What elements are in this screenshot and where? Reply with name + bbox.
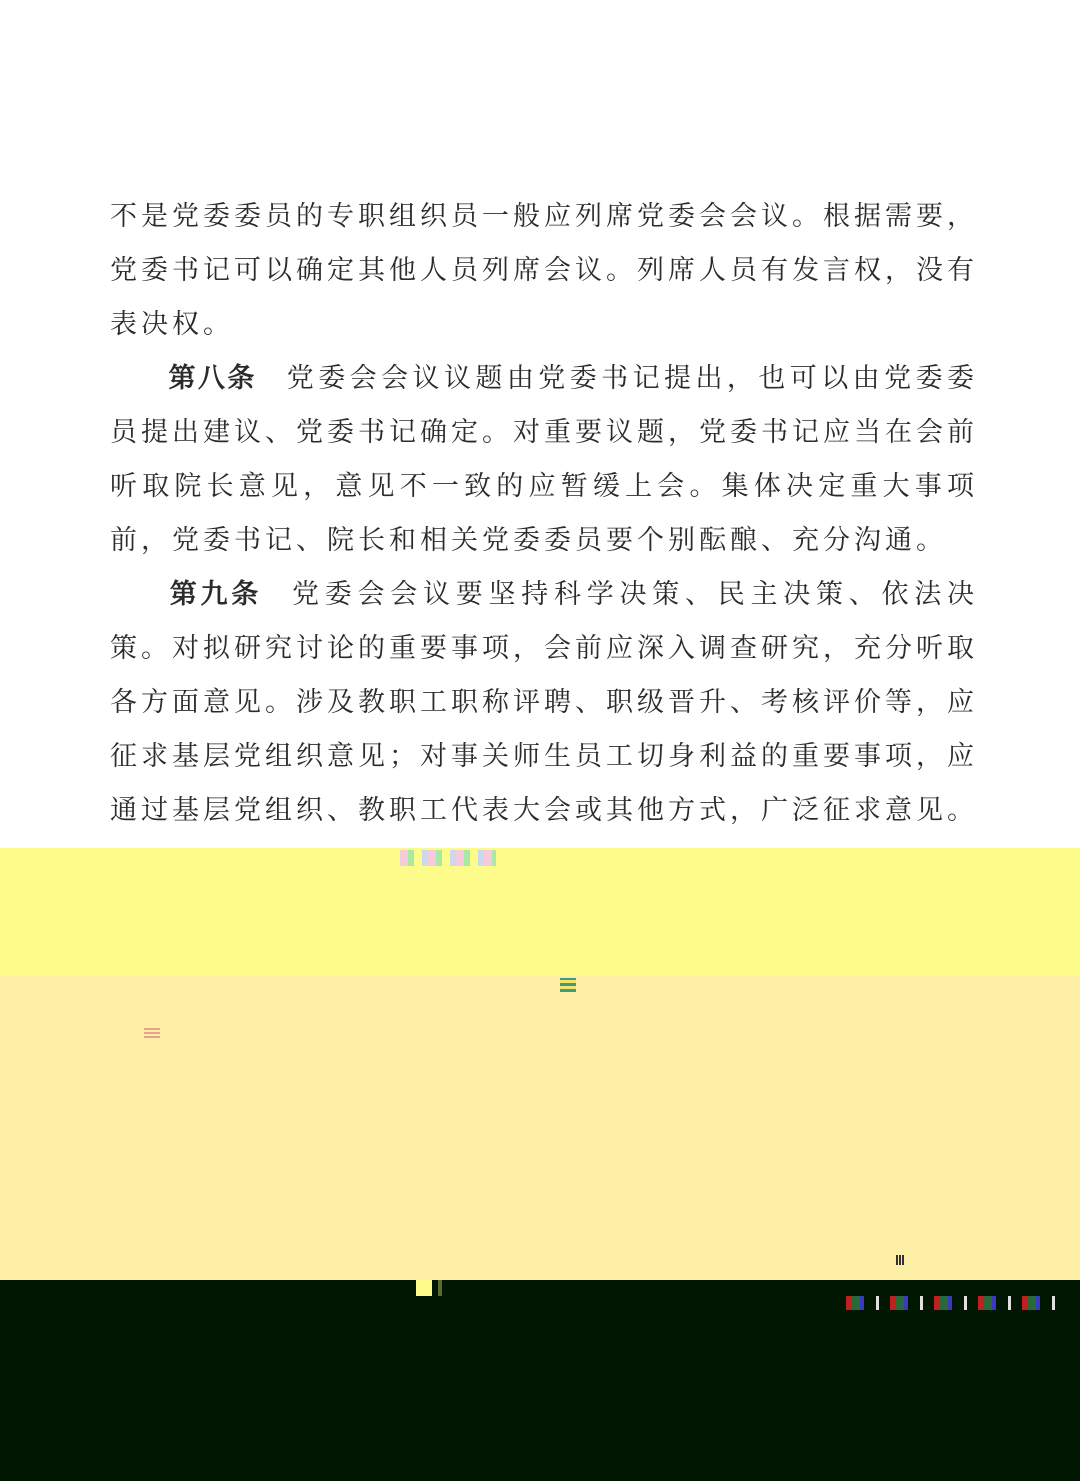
corrupted-pixel-strip [416,1280,464,1296]
article-8-label: 第八条 [168,363,257,394]
corrupted-overlay-dark-left [0,1296,1080,1481]
corrupted-pixel-strip [846,1296,1056,1310]
corrupted-overlay-bright-yellow-left [0,860,560,992]
paragraph-attendance-text: 不是党委委员的专职组织员一般应列席党委会会议。根据需要，党委书记可以确定其他人员列席会议。列席人员有发言权，没有表决权。 [110,201,978,340]
corrupted-pixel-mark [144,1028,160,1038]
article-9-label: 第九条 [168,579,262,610]
paragraph-attendance [110,190,978,352]
corrupted-pixel-mark [560,978,576,992]
document-body [110,190,978,892]
article-8 [110,352,978,568]
article-8-text: 党委会会议议题由党委书记提出，也可以由党委委员提出建议、党委书记确定。对重要议题，党委书记应当在会前听取院长意见，意见不一致的应暂缓上会。集体决定重大事项前，党委书记、院长和相关党委委员要个别酝酿、充分沟通。 [110,363,979,556]
article-9 [110,568,978,892]
corrupted-pixel-strip [400,850,496,866]
corrupted-pixel-mark [896,1255,904,1265]
corrupted-overlay-pale-yellow-left [0,992,432,1296]
article-9-text: 党委会会议要坚持科学决策、民主决策、依法决策。对拟研究讨论的重要事项，会前应深入调查研究，充分听取各方面意见。涉及教职工职称评聘、职级晋升、考核评价等，应征求基层党组织意见；对事关师生员工切身利益的重要事项，应通过基层党组织、教职工代表大会或其他方式，广泛征求意见。 [110,579,978,826]
